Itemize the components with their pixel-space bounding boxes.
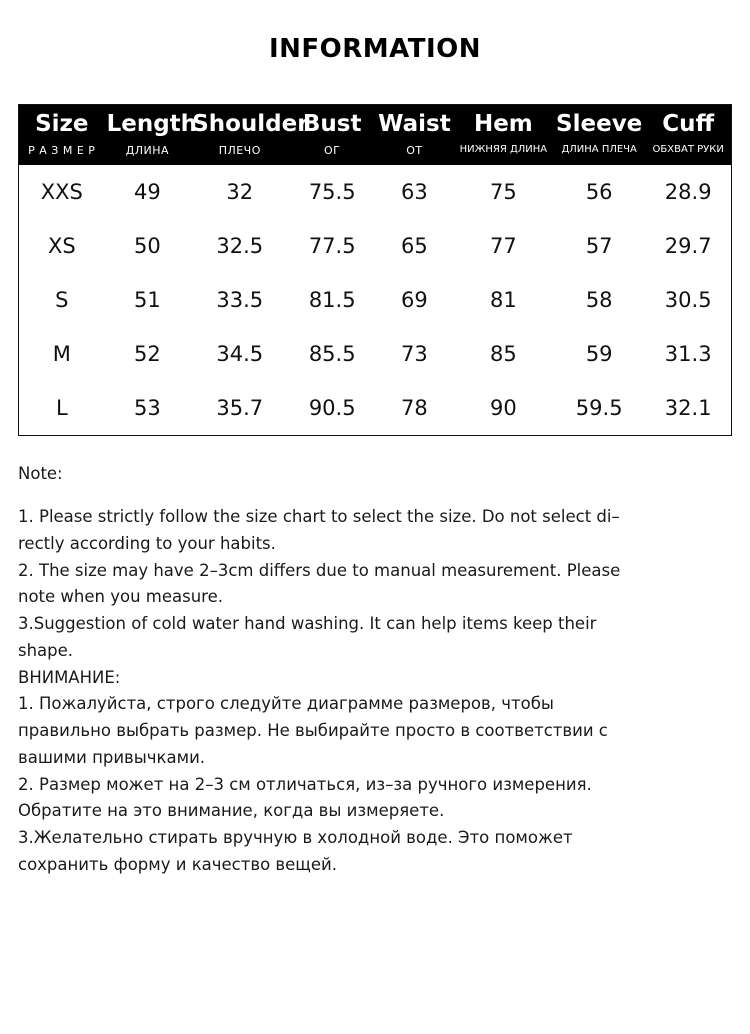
information-page (0, 34, 750, 1034)
cell-size: XS (19, 219, 105, 273)
cell-size: L (19, 381, 105, 435)
table-row (19, 381, 731, 435)
size-chart-table-container (18, 104, 732, 436)
column-header-size-ru: Р А З М Е Р (28, 144, 96, 158)
cell-cuff: 32.1 (645, 381, 731, 435)
column-header-shoulder-en: Shoulder (192, 111, 309, 137)
cell-bust: 77.5 (289, 219, 375, 273)
cell-sleeve: 59.5 (553, 381, 645, 435)
cell-bust: 75.5 (289, 165, 375, 219)
cell-waist: 65 (375, 219, 454, 273)
note-en-2b: note when you measure. (18, 587, 223, 607)
table-header (19, 105, 731, 165)
column-header-cuff-en: Cuff (662, 111, 715, 137)
cell-cuff: 29.7 (645, 219, 731, 273)
cell-length: 50 (105, 219, 191, 273)
cell-hem: 85 (454, 327, 553, 381)
column-header-bust-en: Bust (302, 111, 362, 137)
size-chart-table (19, 105, 731, 435)
column-header-sleeve-ru: ДЛИНА ПЛЕЧА (561, 144, 637, 156)
cell-length: 49 (105, 165, 191, 219)
cell-cuff: 31.3 (645, 327, 731, 381)
note-en-3: 3.Suggestion of cold water hand washing. It can help items keep their (18, 614, 597, 634)
cell-bust: 90.5 (289, 381, 375, 435)
cell-shoulder: 33.5 (190, 273, 289, 327)
cell-length: 53 (105, 381, 191, 435)
table-row (19, 273, 731, 327)
column-header-length-en: Length (106, 111, 198, 137)
cell-waist: 73 (375, 327, 454, 381)
column-header-waist-en: Waist (378, 111, 451, 137)
cell-shoulder: 34.5 (190, 327, 289, 381)
cell-sleeve: 56 (553, 165, 645, 219)
cell-bust: 81.5 (289, 273, 375, 327)
cell-length: 51 (105, 273, 191, 327)
cell-hem: 75 (454, 165, 553, 219)
table-row (19, 165, 731, 219)
note-en-1: 1. Please strictly follow the size chart to select the size. Do not select di– (18, 507, 620, 527)
table-header-row (19, 105, 731, 165)
column-header-length (105, 105, 198, 165)
cell-size: M (19, 327, 105, 381)
column-header-size (19, 105, 105, 165)
column-header-waist-ru: ОТ (406, 144, 423, 158)
note-ru-2b: Обратите на это внимание, когда вы измеряете. (18, 801, 445, 821)
notes-label-en: Note: (18, 464, 63, 484)
cell-sleeve: 57 (553, 219, 645, 273)
note-ru-1b: правильно выбрать размер. Не выбирайте просто в соответствии с (18, 721, 608, 741)
cell-hem: 77 (454, 219, 553, 273)
note-ru-2: 2. Размер может на 2–3 см отличаться, из–за ручного измерения. (18, 774, 592, 794)
column-header-cuff (645, 105, 731, 165)
cell-hem: 90 (454, 381, 553, 435)
column-header-bust-ru: ОГ (324, 144, 341, 158)
column-header-hem-en: Hem (473, 111, 533, 137)
table-row (19, 219, 731, 273)
cell-waist: 78 (375, 381, 454, 435)
note-en-2: 2. The size may have 2–3cm differs due to manual measurement. Please (18, 560, 621, 580)
column-header-hem (454, 105, 553, 165)
note-en-1b: rectly according to your habits. (18, 533, 276, 553)
column-header-shoulder (190, 105, 309, 165)
notes-label-ru: ВНИМАНИЕ: (18, 667, 121, 687)
table-body (19, 165, 731, 435)
cell-shoulder: 32 (190, 165, 289, 219)
cell-cuff: 30.5 (645, 273, 731, 327)
note-ru-3: 3.Желательно стирать вручную в холодной воде. Это поможет (18, 828, 573, 848)
cell-waist: 63 (375, 165, 454, 219)
notes-section (18, 462, 732, 877)
note-ru-1: 1. Пожалуйста, строго следуйте диаграмме размеров, чтобы (18, 694, 554, 714)
cell-length: 52 (105, 327, 191, 381)
column-header-size-en: Size (35, 111, 89, 137)
cell-bust: 85.5 (289, 327, 375, 381)
column-header-hem-ru: НИЖНЯЯ ДЛИНА (459, 144, 548, 156)
cell-hem: 81 (454, 273, 553, 327)
note-ru-3b: сохранить форму и качество вещей. (18, 854, 337, 874)
cell-shoulder: 32.5 (190, 219, 289, 273)
column-header-length-ru: ДЛИНА (125, 144, 170, 158)
cell-size: XXS (19, 165, 105, 219)
cell-shoulder: 35.7 (190, 381, 289, 435)
column-header-sleeve (553, 105, 645, 165)
table-row (19, 327, 731, 381)
column-header-cuff-ru: ОБХВАТ РУКИ (652, 144, 724, 156)
column-header-sleeve-en: Sleeve (556, 111, 643, 137)
column-header-bust (289, 105, 375, 165)
column-header-waist (375, 105, 454, 165)
page-title: INFORMATION (268, 34, 482, 64)
note-en-3b: shape. (18, 640, 74, 660)
cell-size: S (19, 273, 105, 327)
column-header-shoulder-ru: ПЛЕЧО (218, 144, 261, 158)
cell-cuff: 28.9 (645, 165, 731, 219)
cell-sleeve: 59 (553, 327, 645, 381)
note-ru-1c: вашими привычками. (18, 747, 206, 767)
cell-sleeve: 58 (553, 273, 645, 327)
cell-waist: 69 (375, 273, 454, 327)
